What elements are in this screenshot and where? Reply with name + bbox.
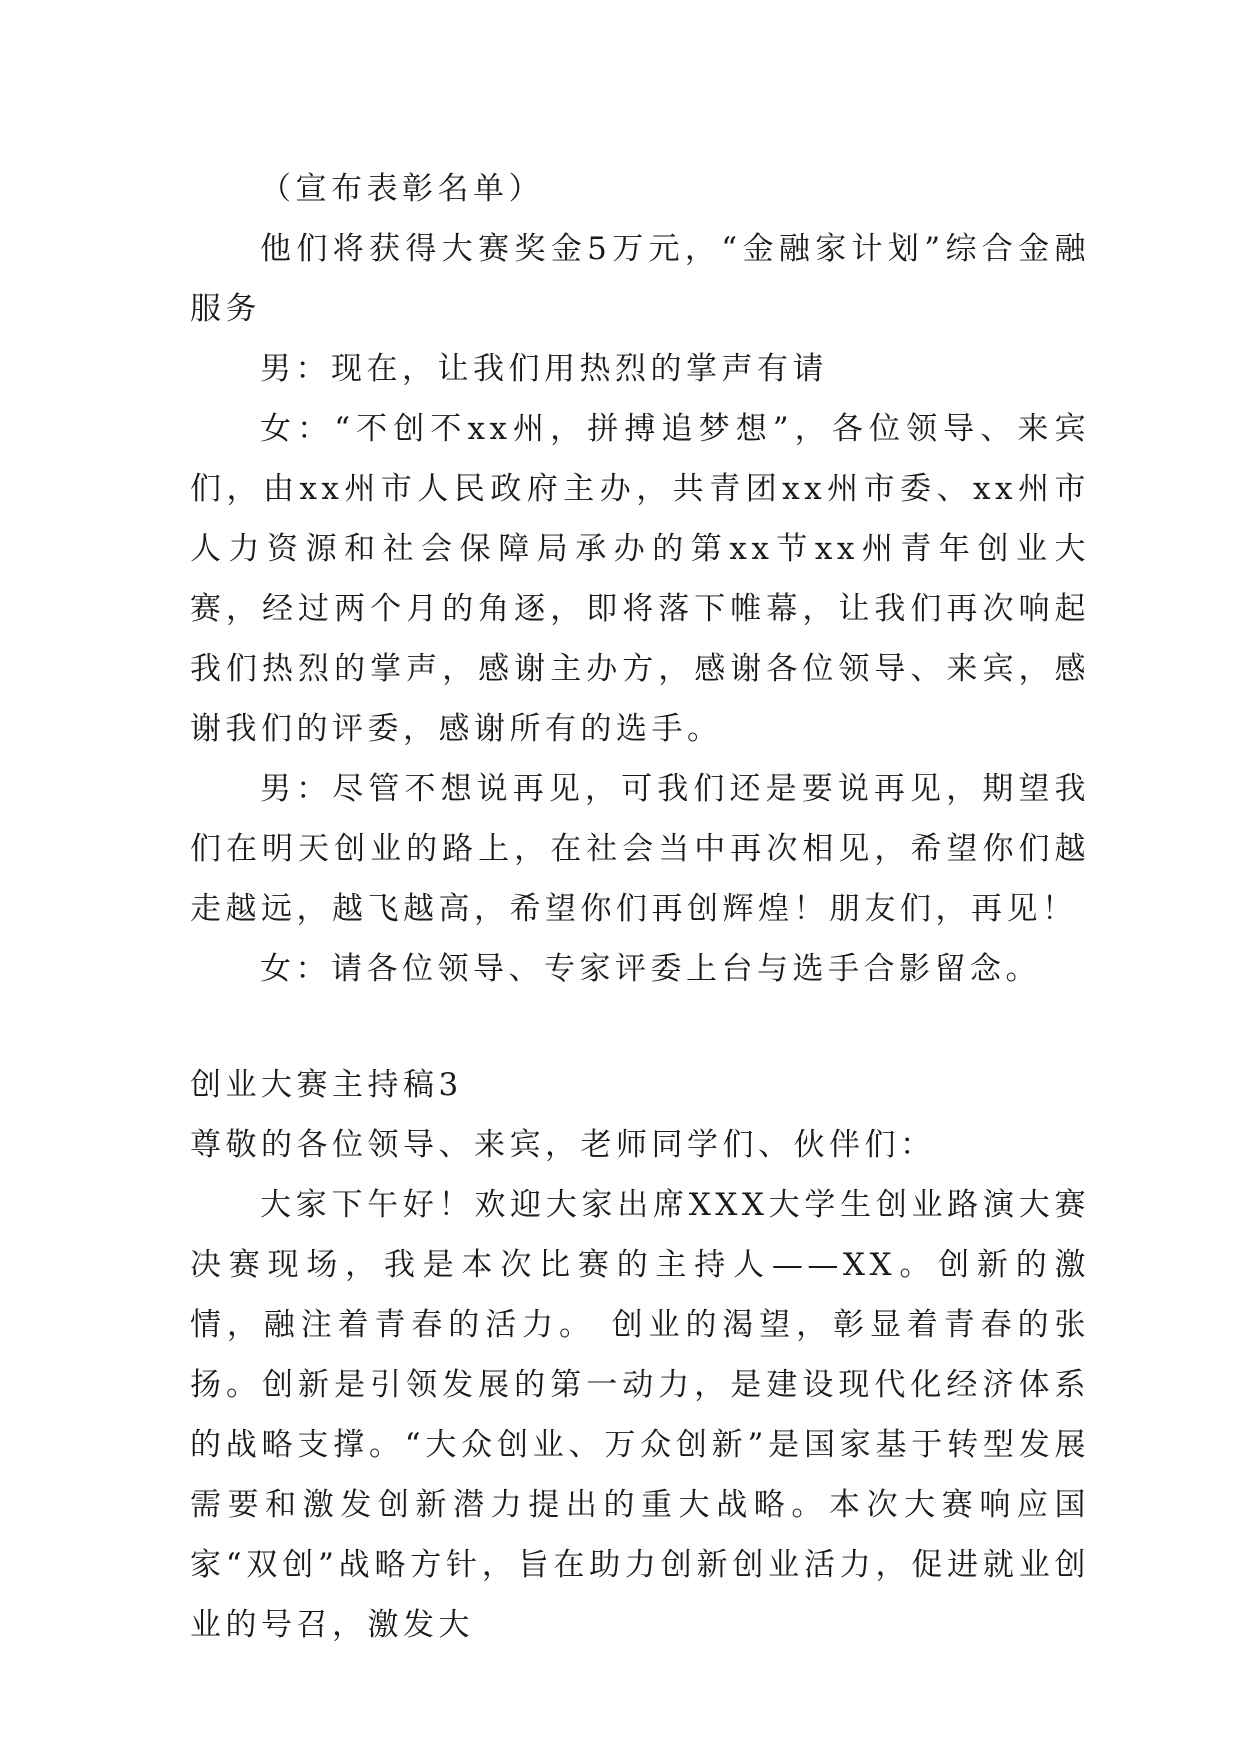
paragraph-male-farewell: 男：尽管不想说再见，可我们还是要说再见，期望我们在明天创业的路上，在社会当中再次相见，希望你们越走越远，越飞越高，希望你们再创辉煌！朋友们，再见！ xyxy=(190,771,1090,927)
section-spacer xyxy=(190,999,1090,1055)
paragraph-female-closing: 女：“不创不xx州，拼搏追梦想”，各位领导、来宾们，由xx州市人民政府主办，共青团xx州市委、xx州市人力资源和社会保障局承办的第xx节xx州青年创业大赛，经过两个月的角逐，即将落下帷幕，让我们再次响起我们热烈的掌声，感谢主办方，感谢各位领导、来宾，感谢我们的评委，感谢所有的选手。 xyxy=(190,411,1090,747)
paragraph-opening: 大家下午好！欢迎大家出席XXX大学生创业路演大赛决赛现场，我是本次比赛的主持人——XX。创新的激情，融注着青春的活力。 创业的渴望，彰显着青春的张扬。创新是引领发展的第一动力，是建设现代化经济体系的战略支撑。“大众创业、万众创新”是国家基于转型发展需要和激发创新潜力提出的重大战略。本次大赛响应国家“双创”战略方针，旨在助力创新创业活力，促进就业创业的号召，激发大 xyxy=(190,1187,1090,1643)
paragraph-prize: 他们将获得大赛奖金5万元，“金融家计划”综合金融服务 xyxy=(190,231,1090,327)
paragraph-male-invite: 男：现在，让我们用热烈的掌声有请 xyxy=(260,351,828,387)
document-body xyxy=(190,159,1090,1655)
paragraph-female-photo: 女：请各位领导、专家评委上台与选手合影留念。 xyxy=(260,951,1041,987)
salutation: 尊敬的各位领导、来宾，老师同学们、伙伴们： xyxy=(190,1127,936,1163)
section-title: 创业大赛主持稿3 xyxy=(190,1067,463,1103)
paragraph-announcement: （宣布表彰名单） xyxy=(260,171,544,207)
